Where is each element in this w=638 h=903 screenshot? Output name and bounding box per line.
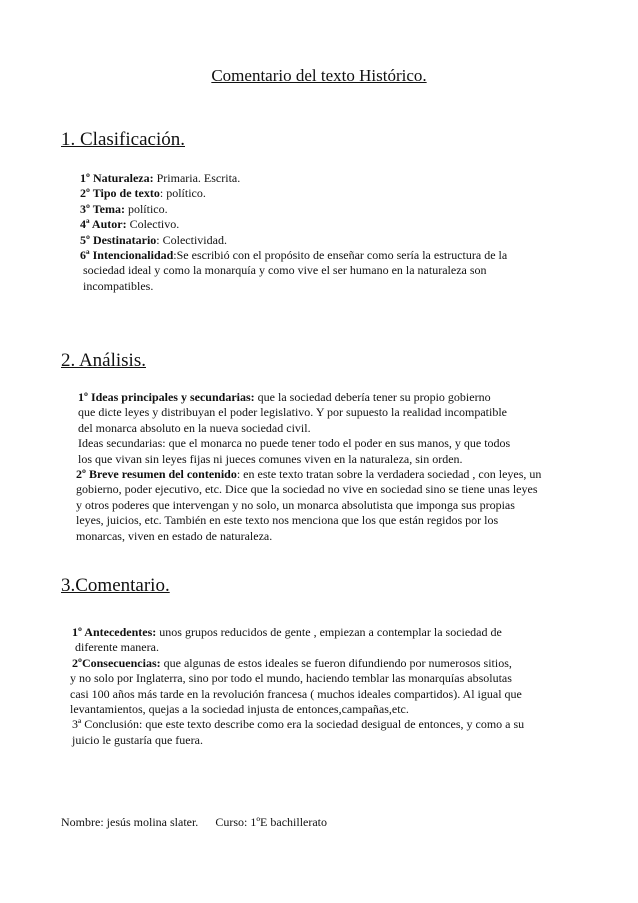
paragraph-line: juicio le gustaría que fuera. xyxy=(72,732,203,747)
item-tema xyxy=(80,202,507,217)
paragraph-line: Ideas secundarias: que el monarca no puede tener todo el poder en sus manos, y que todos xyxy=(78,436,511,451)
paragraph-line: casi 100 años más tarde en la revolución francesa ( muchos ideales compartidos). Al igual que xyxy=(70,686,522,701)
item-naturaleza xyxy=(80,171,507,186)
item-label: 2º Breve resumen del contenido xyxy=(76,467,237,482)
item-label: 4ª Autor: xyxy=(80,217,127,232)
item-tipo-texto xyxy=(80,186,507,201)
paragraph-line: diferente manera. xyxy=(75,640,159,655)
item-label: 2ºConsecuencias: xyxy=(72,655,161,670)
item-label: 6ª Intencionalidad xyxy=(80,248,174,263)
paragraph-line: los que vivan sin leyes fijas ni jueces comunes viven en la naturaleza, sin orden. xyxy=(78,451,463,466)
item-label: 2º Tipo de texto xyxy=(80,186,160,201)
paragraph-line: levantamientos, quejas a la sociedad injusta de entonces,campañas,etc. xyxy=(70,702,409,717)
item-label: 3º Tema: xyxy=(80,201,125,216)
section-analisis xyxy=(74,390,541,544)
footer-curso: Curso: 1ºE bachillerato xyxy=(215,815,328,829)
paragraph-line: gobierno, poder ejecutivo, etc. Dice que la sociedad no vive en sociedad sino se tiene unas leyes xyxy=(76,482,538,497)
paragraph-line: monarcas, viven en estado de naturaleza. xyxy=(76,528,273,543)
paragraph-line: y no solo por Inglaterra, sino por todo el mundo, haciendo temblar las monarquías absolutas xyxy=(70,671,512,686)
paragraph-line: que dicte leyes y distribuyan el poder legislativo. Y por supuesto la realidad incompatible xyxy=(78,405,507,420)
section-clasificacion xyxy=(80,171,507,294)
paragraph-line: leyes, juicios, etc. También en este texto nos menciona que los que están regidos por los xyxy=(76,513,499,528)
item-label: 5º Destinatario xyxy=(80,232,157,247)
footer-nombre: Nombre: jesús molina slater. xyxy=(61,815,199,829)
item-text: que la sociedad debería tener su propio gobierno xyxy=(254,390,491,404)
item-label: 1º Naturaleza: xyxy=(80,171,154,185)
item-text: : político. xyxy=(159,186,206,201)
item-label: 1º Ideas principales y secundarias: xyxy=(78,390,255,404)
section-heading-comentario: 3.Comentario. xyxy=(61,575,170,596)
breve-resumen xyxy=(74,467,541,482)
paragraph-line: sociedad ideal y como la monarquía y como vive el ser humano en la naturaleza son xyxy=(83,263,487,278)
paragraph-line: incompatibles. xyxy=(83,278,154,293)
item-text: político. xyxy=(124,201,168,216)
consecuencias xyxy=(72,656,524,671)
paragraph-line: y otros poderes que intervengan y no solo, un monarca absolutista que imponga sus propias xyxy=(76,497,515,512)
item-text: : Colectividad. xyxy=(156,232,227,247)
ideas-principales xyxy=(74,390,541,405)
footer xyxy=(61,815,327,830)
item-autor xyxy=(80,217,507,232)
item-text: que algunas de estos ideales se fueron difundiendo por numerosos sitios, xyxy=(160,655,512,670)
paragraph-line: del monarca absoluto en la nueva sociedad civil. xyxy=(78,420,311,435)
conclusion: 3ª Conclusión: que este texto describe como era la sociedad desigual de entonces, y como a su xyxy=(72,717,525,732)
item-label: 1º Antecedentes: xyxy=(72,625,157,639)
page-title: Comentario del texto Histórico. xyxy=(211,66,427,85)
section-comentario xyxy=(72,625,524,748)
item-text: Colectivo. xyxy=(126,217,180,232)
item-text: Primaria. Escrita. xyxy=(153,171,241,185)
antecedentes xyxy=(72,625,524,640)
item-text: unos grupos reducidos de gente , empiezan a contemplar la sociedad de xyxy=(156,625,502,639)
item-text: : en este texto tratan sobre la verdadera sociedad , con leyes, un xyxy=(236,467,542,482)
item-text: :Se escribió con el propósito de enseñar como sería la estructura de la xyxy=(173,248,508,263)
item-destinatario xyxy=(80,233,507,248)
section-heading-clasificacion: 1. Clasificación. xyxy=(61,129,185,150)
item-intencionalidad xyxy=(80,248,507,263)
section-heading-analisis: 2. Análisis. xyxy=(61,350,146,371)
